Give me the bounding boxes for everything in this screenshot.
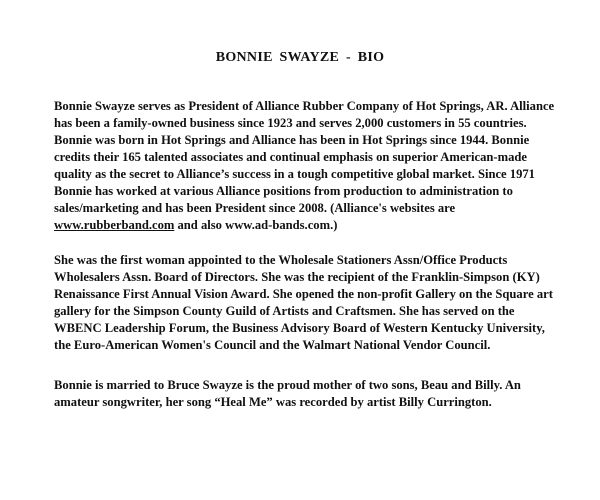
document-title: BONNIE SWAYZE - BIO	[215, 50, 385, 65]
bio-paragraph-personal: Bonnie is married to Bruce Swayze is the proud mother of two sons, Beau and Billy. An amateur songwriter, her song “Heal Me” was recorded by artist Billy Currington.	[54, 378, 521, 409]
bio-paragraph-career-text-end: and also www.ad-bands.com.)	[174, 218, 338, 232]
bio-paragraph-career	[54, 98, 559, 234]
bio-paragraph-achievements: She was the first woman appointed to the Wholesale Stationers Assn/Office Products Wholesalers Assn. Board of Directors. She was the recipient of the Franklin-Simpson (KY) Renaissance First Annual Vision Award. She opened the non-profit Gallery on the Square art gallery for the Simpson County Guild of Artists and Craftsmen. She has served on the WBENC Leadership Forum, the Business Advisory Board of Western Kentucky University, the Euro-American Women's Council and the Walmart National Vendor Council.	[54, 253, 553, 352]
bio-paragraph-career-text: Bonnie Swayze serves as President of Alliance Rubber Company of Hot Springs, AR. Alliance has been a family-owned business since 1923 and serves 2,000 customers in 55 countries. Bonnie was born in Hot Springs and Alliance has been in Hot Springs since 1944. Bonnie credits their 165 talented associates and continual emphasis on superior American-made quality as the secret to Alliance’s success in a tough competitive global market. Since 1971 Bonnie has worked at various Alliance positions from production to administration to sales/marketing and has been President since 2008. (Alliance's websites are	[54, 99, 555, 215]
rubberband-website-link[interactable]: www.rubberband.com	[54, 218, 175, 232]
